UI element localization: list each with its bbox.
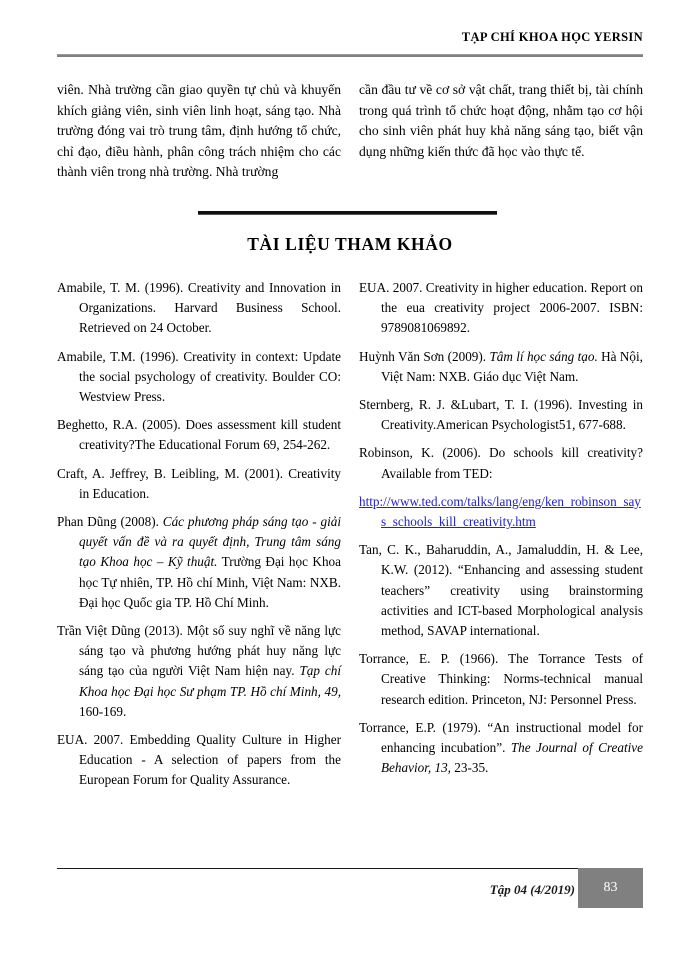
reference-entry bbox=[359, 278, 643, 339]
reference-entry bbox=[359, 540, 643, 641]
reference-text: Robinson, K. (2006). Do schools kill creativity?Available from TED: bbox=[359, 445, 643, 481]
body-paragraph-right: cần đầu tư về cơ sở vật chất, trang thiết bị, tài chính trong quá trình tổ chức hoạt động, nhằm tạo cơ hội cho sinh viên phát huy khả năng sáng tạo, biết vận dụng những kiến thức đã học vào thực tế. bbox=[359, 82, 643, 159]
reference-entry bbox=[359, 395, 643, 435]
references-column-left bbox=[57, 278, 341, 791]
body-column-left bbox=[57, 80, 341, 183]
reference-text-prefix: Phan Dũng (2008). bbox=[57, 514, 163, 530]
journal-title: TẠP CHÍ KHOA HỌC YERSIN bbox=[461, 30, 643, 44]
reference-entry bbox=[359, 649, 643, 710]
reference-entry bbox=[57, 621, 341, 722]
references-section-title: TÀI LIỆU THAM KHẢO bbox=[247, 234, 453, 254]
page-number-box bbox=[578, 868, 643, 908]
reference-entry bbox=[57, 464, 341, 504]
reference-text-suffix: Trường Đại học Khoa học Tự nhiên, TP. Hồ chí Minh, Việt Nam: NXB. Đại học Quốc gia TP. Hồ Chí Minh. bbox=[79, 554, 341, 610]
reference-text: Torrance, E. P. (1966). The Torrance Tests of Creative Thinking: Norms-technical manual research edition. Princeton, NJ: Personnel Press. bbox=[359, 651, 643, 707]
reference-text-italic: The Journal of Creative Behavior, 13, bbox=[381, 740, 643, 776]
reference-text-prefix: Torrance, E.P. (1979). “An instructional model for enhancing incubation”. bbox=[359, 719, 643, 756]
reference-text: Craft, A. Jeffrey, B. Leibling, M. (2001). Creativity in Education. bbox=[57, 465, 341, 501]
page-footer bbox=[57, 868, 643, 920]
reference-entry bbox=[359, 347, 643, 387]
reference-text-suffix: 160-169. bbox=[79, 703, 127, 719]
references-column-right bbox=[359, 278, 643, 778]
header-divider-rule bbox=[57, 54, 643, 57]
reference-entry bbox=[57, 278, 341, 339]
reference-text-italic: Các phương pháp sáng tạo - giải quyết vấn đề và ra quyết định, Trung tâm sáng tạo Khoa học – Kỹ thuật. bbox=[79, 514, 341, 570]
reference-text: Amabile, T.M. (1996). Creativity in context: Update the social psychology of creativity. Boulder CO: Westview Press. bbox=[57, 348, 341, 405]
reference-text: Sternberg, R. J. &Lubart, T. I. (1996). Investing in Creativity.American Psychologist51, 677-688. bbox=[359, 397, 643, 433]
reference-url-link[interactable]: http://www.ted.com/talks/lang/eng/ken_robinson_says_schools_kill_creativity.htm bbox=[359, 493, 641, 530]
reference-text-suffix: Hà Nội, Việt Nam: NXB. Giáo dục Việt Nam. bbox=[381, 348, 643, 384]
reference-entry bbox=[57, 512, 341, 613]
reference-text-suffix: 23-35. bbox=[450, 760, 489, 776]
reference-text-prefix: Huỳnh Văn Sơn (2009). bbox=[359, 348, 490, 364]
reference-text: EUA. 2007. Embedding Quality Culture in Higher Education - A selection of papers from the European Forum for Quality Assurance. bbox=[57, 732, 341, 788]
reference-text-italic: Tạp chí Khoa học Đại học Sư phạm TP. Hồ chí Minh, 49, bbox=[79, 663, 341, 699]
reference-entry bbox=[57, 347, 341, 408]
footer-divider-rule bbox=[57, 868, 578, 869]
reference-entry bbox=[359, 718, 643, 779]
reference-text: EUA. 2007. Creativity in higher education. Report on the eua creativity project 2006-2007. ISBN: 9789081069892. bbox=[359, 280, 643, 336]
reference-text: Beghetto, R.A. (2005). Does assessment kill student creativity?The Educational Forum 69, 254-262. bbox=[57, 417, 341, 453]
footer-issue-label: Tập 04 (4/2019) bbox=[489, 882, 575, 897]
body-column-right bbox=[359, 80, 643, 162]
body-paragraph-left: viên. Nhà trường cần giao quyền tự chủ và khuyến khích giảng viên, sinh viên linh hoạt, sáng tạo. Nhà trường đóng vai trò trung tâm, định hướng tổ chức, chỉ đạo, điều hành, phân công trách nhiệm cho các thành viên trong nhà trường. Nhà trường bbox=[57, 82, 341, 179]
reference-entry bbox=[57, 730, 341, 791]
reference-entry bbox=[359, 443, 643, 483]
page-number: 83 bbox=[603, 880, 618, 895]
reference-text: Amabile, T. M. (1996). Creativity and Innovation in Organizations. Harvard Business School. Retrieved on 24 October. bbox=[57, 280, 341, 336]
reference-text-prefix: Trần Việt Dũng (2013). Một số suy nghĩ về năng lực sáng tạo và phương hướng phát huy năng lực sáng tạo của người Việt Nam hiện nay. bbox=[57, 623, 341, 679]
running-header bbox=[57, 30, 643, 60]
reference-text: Tan, C. K., Baharuddin, A., Jamaluddin, H. & Lee, K.W. (2012). “Enhancing and assessing student teachers” creativity using brainstorming activities and ICT-based Morphological analysis method, SAVAP international. bbox=[359, 542, 643, 639]
reference-text-italic: Tâm lí học sáng tạo. bbox=[489, 348, 598, 364]
reference-entry bbox=[57, 415, 341, 455]
section-divider-rule bbox=[198, 211, 497, 215]
reference-entry-link bbox=[359, 492, 643, 532]
